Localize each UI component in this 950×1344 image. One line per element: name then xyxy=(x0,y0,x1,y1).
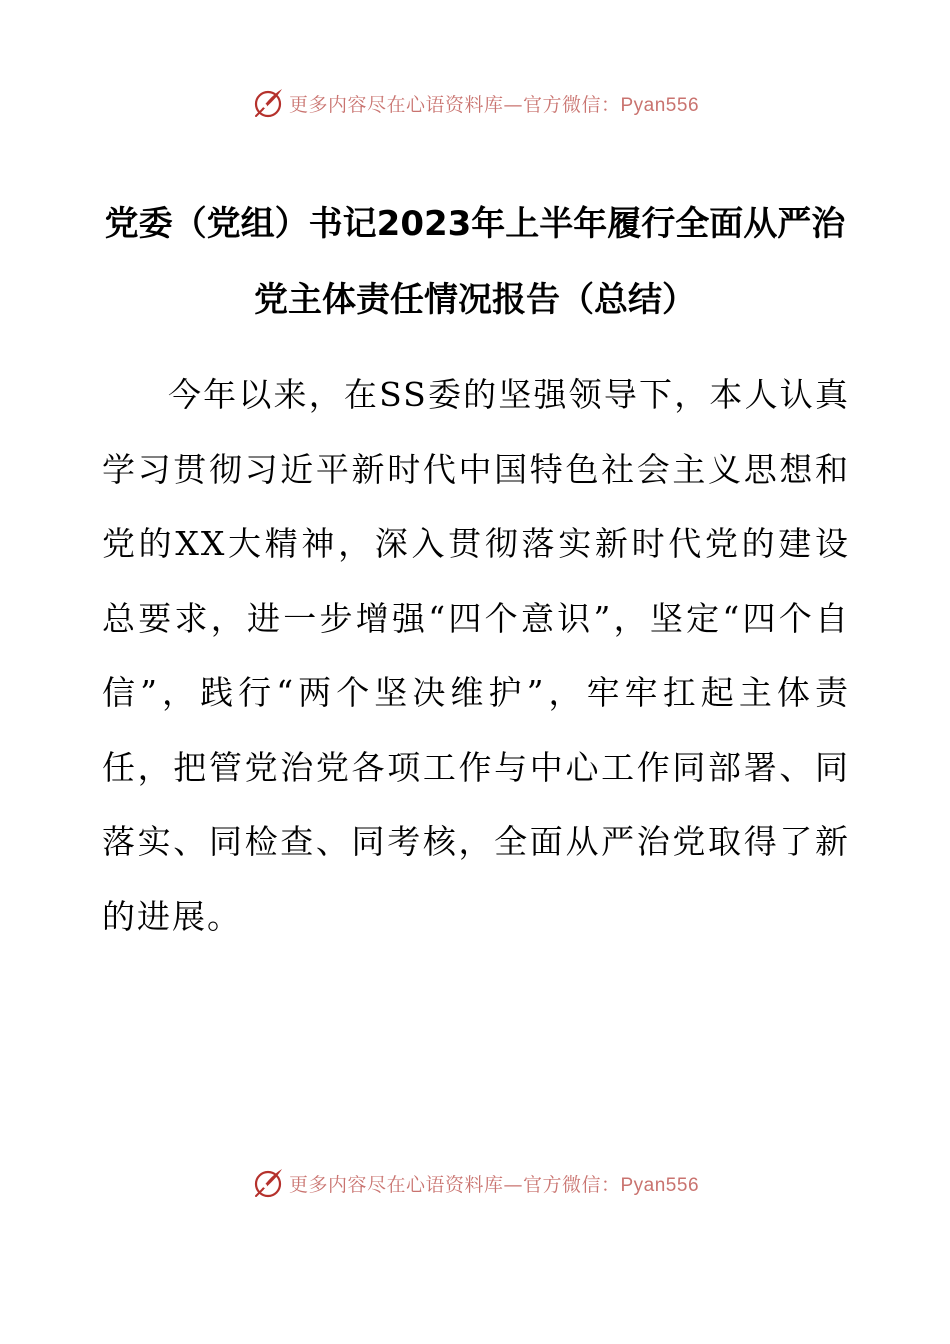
document-title: 党委（党组）书记2023年上半年履行全面从严治党主体责任情况报告（总结） xyxy=(104,204,846,320)
watermark-text: 更多内容尽在心语资料库—官方微信：Pyan556 xyxy=(288,1173,700,1196)
quill-circle-icon xyxy=(251,86,285,120)
body-paragraph: 今年以来，在SS委的坚强领导下，本人认真学习贯彻习近平新时代中国特色社会主义思想和党的XX大精神，深入贯彻落实新时代党的建设总要求，进一步增强“四个意识”，坚定“四个自信”，践行“两个坚决维护”，牢牢扛起主体责任，把管党治党各项工作与中心工作同部署、同落实、同检查、同考核，全面从严治党取得了新的进展。 xyxy=(102,375,850,936)
watermark-text: 更多内容尽在心语资料库—官方微信：Pyan556 xyxy=(288,93,700,116)
footer-watermark xyxy=(0,1161,950,1205)
quill-circle-icon xyxy=(251,1166,285,1200)
header-watermark xyxy=(0,81,950,125)
